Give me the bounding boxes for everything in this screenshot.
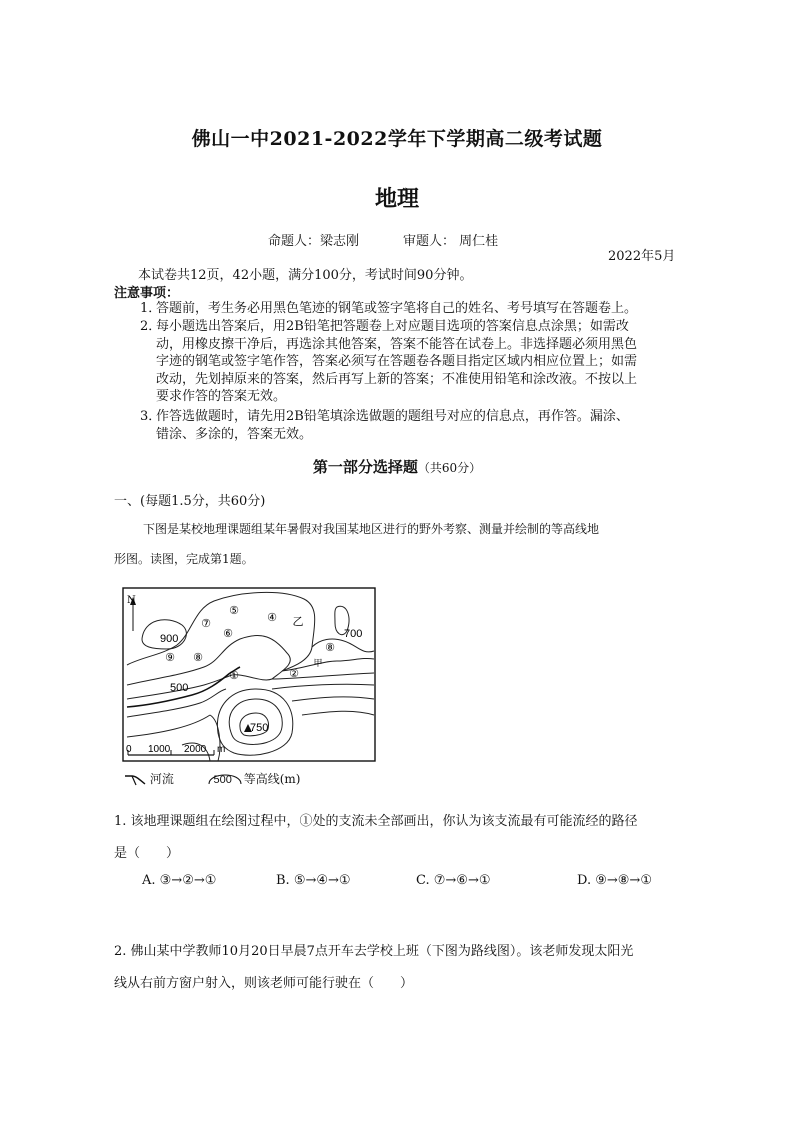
map-legend (124, 770, 300, 787)
place-jia: 甲 (313, 659, 323, 669)
legend-contour: 等高线(m) (243, 772, 301, 786)
notice-line: 答题前，考生务必用黑色笔迹的钢笔或签字笔将自己的姓名、考号填写在答题卷上。 (156, 301, 638, 316)
river-legend-icon (124, 773, 146, 787)
question-line: 是（ ） (114, 846, 180, 861)
notice-item-1 (140, 300, 685, 318)
map-description (114, 514, 683, 574)
notice-item-2 (140, 318, 685, 406)
notice-line: 错涂、多涂的，答案无效。 (156, 426, 313, 442)
q1-option-d[interactable]: D. ⑨→⑧→① (577, 873, 652, 888)
q1-option-b[interactable]: B. ⑤→④→① (276, 873, 351, 888)
notice-line: 动，用橡皮擦干净后，再选涂其他答案，答案不能答在试卷上。非选择题必须用黑色 (156, 336, 638, 352)
q1-option-c[interactable]: C. ⑦→⑥→① (416, 873, 491, 888)
question-2 (114, 936, 684, 1000)
marker-6: ⑥ (223, 627, 233, 640)
contour-map (122, 587, 378, 767)
marker-8b: ⑧ (193, 651, 203, 664)
notice-heading: 注意事项： (114, 286, 180, 301)
notice-line: 字迹的钢笔或签字笔作答，答案必须写在答题卷各题目指定区域内相应位置上；如需 (156, 354, 638, 369)
reviewer: 审题人： 周仁桂 (403, 234, 499, 249)
marker-8: ⑧ (325, 641, 335, 654)
map-frame (123, 588, 375, 761)
scale-label-0: 0 (126, 744, 132, 755)
intro-text: 本试卷共12页，42小题，满分100分，考试时间90分钟。 (138, 268, 473, 283)
setter: 命题人：梁志刚 (268, 234, 360, 249)
part-title: 第一部分选择题 (312, 458, 418, 476)
subject-title: 地理 (374, 186, 419, 212)
notice-line: 作答选做题时，请先用2B铅笔填涂选做题的题组号对应的信息点，再作答。漏涂、 (156, 409, 629, 424)
peak-label-750: 750 (250, 722, 269, 734)
q1-option-a[interactable]: A. ③→②→① (142, 873, 217, 888)
section-heading: 一、(每题1.5分，共60分) (114, 494, 266, 509)
notice-line: 要求作答的答案无效。 (156, 389, 287, 404)
marker-2: ② (289, 667, 299, 680)
notice-num: 2． (140, 319, 162, 334)
authors-line (268, 230, 542, 249)
question-line: 2. 佛山某中学教师10月20日早晨7点开车去学校上班（下图为路线图）。该老师发现太阳光 (114, 944, 634, 959)
desc-line: 下图是某校地理课题组某年暑假对我国某地区进行的野外考察、测量并绘制的等高线地 (143, 522, 600, 536)
question-line: 线从右前方窗户射入，则该老师可能行驶在（ ） (114, 976, 414, 991)
contour-legend-icon (210, 772, 236, 786)
exam-date: 2022年5月 (608, 249, 676, 264)
part-score: （共60分） (417, 461, 482, 475)
notice-line: 每小题选出答案后，用2B铅笔把答题卷上对应题目选项的答案信息点涂黑；如需改 (156, 319, 629, 334)
notice-num: 1． (140, 301, 162, 316)
marker-7: ⑦ (201, 617, 211, 630)
scale-label-1000: 1000 (148, 744, 171, 755)
contour-label-900: 900 (160, 633, 179, 645)
legend-river: 河流 (149, 772, 174, 786)
marker-9: ⑨ (165, 651, 175, 664)
notice-item-3 (140, 408, 685, 443)
scale-label-2000: 2000 (184, 744, 207, 755)
scale-unit: m (217, 744, 226, 755)
marker-1: ① (229, 669, 239, 682)
marker-4: ④ (267, 611, 277, 624)
desc-line: 形图。读图，完成第1题。 (114, 552, 254, 566)
legend-contour-value: 500 (213, 774, 232, 786)
notice-num: 3． (140, 409, 162, 424)
north-label: N (127, 595, 136, 606)
marker-5: ⑤ (229, 604, 239, 617)
notice-line: 改动，先划掉原来的答案，然后再写上新的答案；不准使用铅笔和涂改液。不按以上 (156, 371, 638, 387)
exam-title: 佛山一中2021-2022学年下学期高二级考试题 (191, 128, 603, 150)
part-heading (0, 456, 794, 477)
place-yi: 乙 (292, 615, 304, 628)
question-1 (114, 806, 684, 870)
contour-label-700: 700 (344, 628, 363, 640)
question-line: 1. 该地理课题组在绘图过程中，①处的支流未全部画出，你认为该支流最有可能流经的路径 (114, 814, 638, 829)
contour-label-500: 500 (170, 682, 189, 694)
